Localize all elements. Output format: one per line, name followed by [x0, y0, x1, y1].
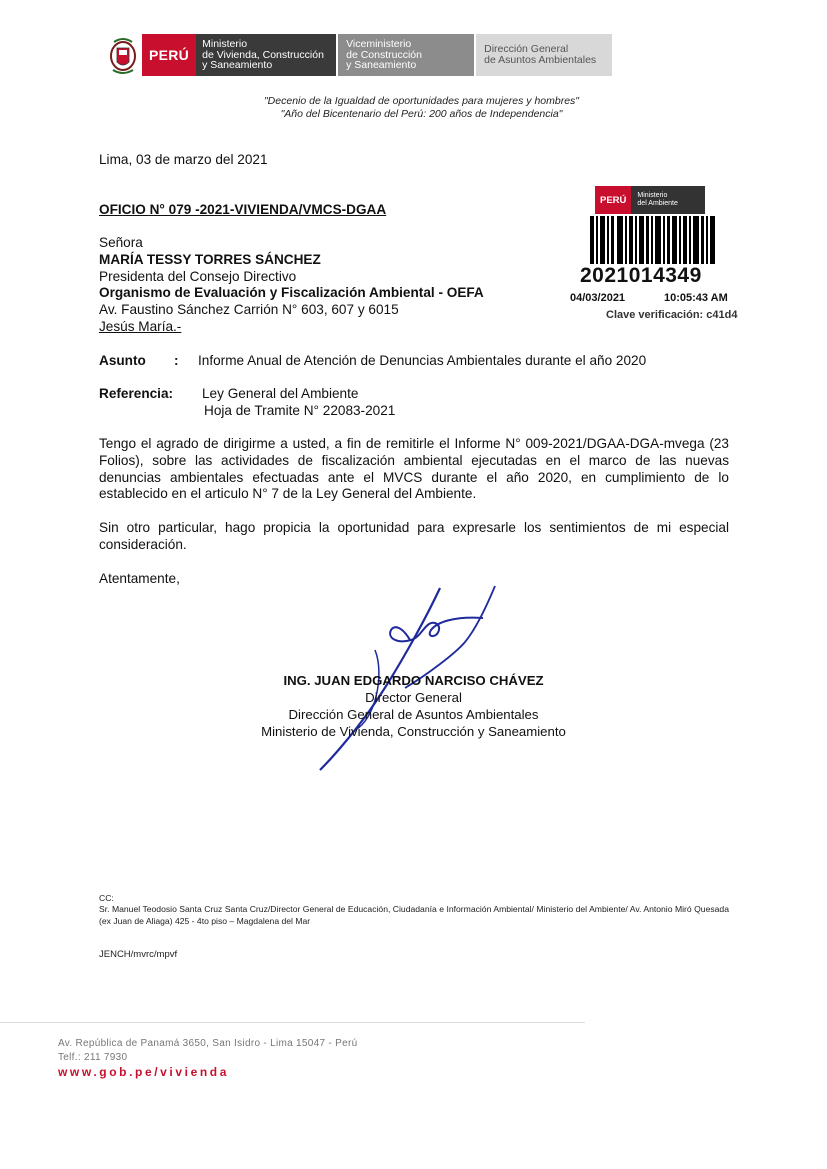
footer-divider	[0, 1022, 585, 1023]
body-paragraph: Sin otro particular, hago propicia la oportunidad para expresarle los sentimientos de mi especial consideración.	[99, 520, 729, 552]
body-paragraph: Tengo el agrado de dirigirme a usted, a fin de remitirle el Informe N° 009-2021/DGAA-DGA-mvega (23 Folios), sobre las actividades de fiscalización ambiental ejecutadas en el marco de las nuevas denuncias ambientales efectuadas ante el MVCS durante el año 2020, en cumplimiento de lo establecido en el articulo N° 7 de la Ley General del Ambiente.	[99, 436, 729, 502]
closing: Atentamente,	[99, 571, 180, 586]
recipient-block	[99, 235, 484, 336]
ministry-label	[196, 34, 336, 76]
stamp-date: 04/03/2021	[570, 292, 626, 304]
recipient-position: Presidenta del Consejo Directivo	[99, 268, 297, 284]
motto-line: "Decenio de la Igualdad de oportunidades para mujeres y hombres"	[263, 95, 580, 107]
direction-line: Dirección General	[484, 43, 569, 55]
cc-text: Sr. Manuel Teodosio Santa Cruz Santa Cruz/Director General de Educación, Ciudadanía e Información Ambiental/ Ministerio del Ambiente/ Av. Antonio Miró Quesada (ex Juan de Aliaga) 425 - 4to piso – Magdalena del Mar	[99, 904, 729, 926]
ministry-line: Ministerio	[202, 38, 248, 51]
stamp-ministry-label	[631, 186, 705, 214]
stamp-logo	[595, 186, 705, 214]
initials: JENCH/mvrc/mpvf	[99, 949, 178, 960]
signer-block	[200, 672, 627, 740]
vice-line: Viceministerio	[346, 38, 412, 51]
header-logo	[108, 34, 612, 76]
motto-line: "Año del Bicentenario del Perú: 200 años de Independencia"	[280, 108, 563, 120]
stamp-time: 10:05:43 AM	[664, 292, 728, 304]
salutation: Señora	[99, 235, 143, 250]
stamp-ministry-line: Ministerio	[637, 192, 668, 199]
signer-unit: Dirección General de Asuntos Ambientales	[288, 707, 539, 722]
ministry-line: y Saneamiento	[202, 59, 273, 72]
stamp-number: 2021014349	[580, 264, 702, 287]
peru-label: PERÚ	[142, 34, 196, 76]
referencia-item: Hoja de Tramite N° 22083-2021	[204, 403, 396, 418]
recipient-address: Av. Faustino Sánchez Carrión N° 603, 607 y 6015	[99, 302, 399, 318]
asunto-text: Informe Anual de Atención de Denuncias Ambientales durante el año 2020	[198, 353, 647, 368]
oficio-number: OFICIO N° 079 -2021-VIVIENDA/VMCS-DGAA	[99, 202, 387, 217]
signer-ministry: Ministerio de Vivienda, Construcción y Saneamiento	[261, 724, 566, 739]
asunto-label: Asunto	[99, 353, 146, 368]
direction-line: de Asuntos Ambientales	[484, 54, 597, 66]
vice-line: de Construcción	[346, 48, 422, 61]
ministry-line: de Vivienda, Construcción	[202, 48, 324, 61]
footer-website[interactable]: www.gob.pe/vivienda	[58, 1065, 229, 1079]
barcode-icon	[590, 216, 718, 264]
stamp-verification-key: Clave verificación: c41d4	[606, 309, 738, 321]
direction-label	[476, 34, 612, 76]
referencia-label: Referencia:	[99, 386, 174, 401]
recipient-organization: Organismo de Evaluación y Fiscalización Ambiental - OEFA	[99, 285, 484, 301]
recipient-district: Jesús María.-	[99, 318, 182, 334]
coat-of-arms-icon	[108, 34, 138, 76]
stamp-ministry-line: del Ambiente	[637, 200, 678, 207]
referencia-item: Ley General del Ambiente	[202, 386, 359, 401]
date-line: Lima, 03 de marzo del 2021	[99, 152, 268, 167]
signer-name: ING. JUAN EDGARDO NARCISO CHÁVEZ	[283, 673, 544, 688]
footer-phone: Telf.: 211 7930	[58, 1052, 128, 1063]
recipient-name: MARÍA TESSY TORRES SÁNCHEZ	[99, 251, 321, 267]
asunto-colon: :	[174, 353, 179, 368]
viceministry-label	[338, 34, 474, 76]
signer-title: Director General	[365, 690, 462, 705]
vice-line: y Saneamiento	[346, 59, 417, 72]
stamp-peru-label: PERÚ	[595, 186, 631, 214]
cc-label: CC:	[99, 893, 114, 903]
footer-address: Av. República de Panamá 3650, San Isidro - Lima 15047 - Perú	[58, 1038, 358, 1049]
